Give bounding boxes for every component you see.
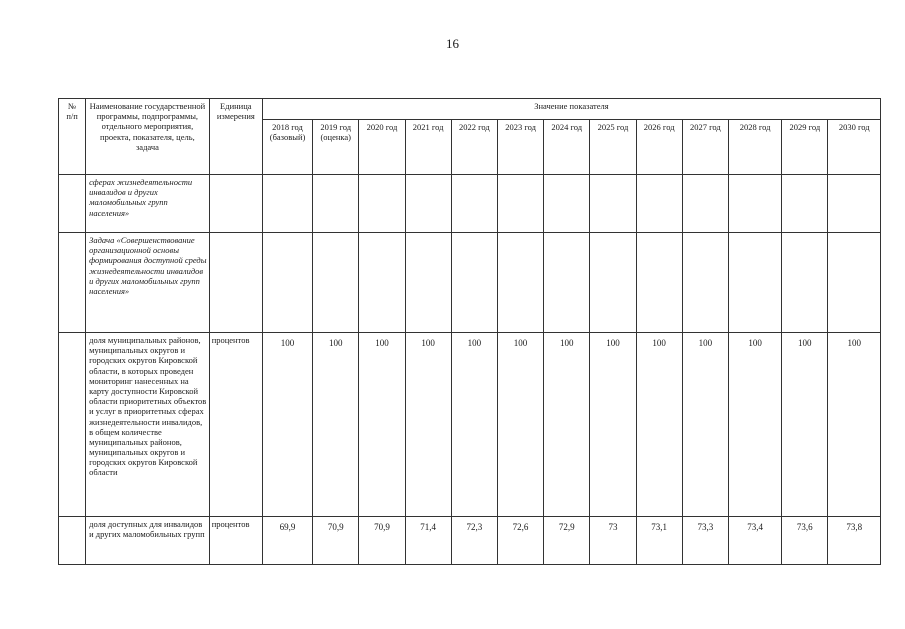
row-num-cell [59,175,86,233]
value-cell: 73,4 [728,517,781,565]
value-cell: 100 [590,333,636,517]
row-name-cell: доля доступных для инвалидов и других маломобильных групп [86,517,210,565]
row-unit-cell: процентов [209,333,262,517]
header-year: 2023 год [497,120,543,175]
table-row [59,175,881,233]
header-year: 2028 год [728,120,781,175]
header-year: 2025 год [590,120,636,175]
header-year: 2020 год [359,120,405,175]
value-cell [497,233,543,333]
value-cell [828,175,881,233]
row-name-cell: доля муниципальных районов, муниципальных округов и городских округов Кировской области, в которых проведен мониторинг нанесенных на карту доступности Кировской области приоритетных объектов и услуг в приоритетных сферах жизнедеятельности инвалидов, в общем количестве муниципальных районов, муниципальных округов и городских округов Кировской области [86,333,210,517]
indicators-table [58,98,881,565]
value-cell: 72,9 [544,517,590,565]
value-cell: 71,4 [405,517,451,565]
value-cell [405,233,451,333]
value-cell: 100 [313,333,359,517]
table-row [59,517,881,565]
header-value-group: Значение показателя [262,99,880,120]
value-cell [262,175,312,233]
value-cell [682,233,728,333]
row-name-cell: Задача «Совершенствование организационной основы формирования доступной среды жизнедеятельности инвалидов и других маломобильных групп населения» [86,233,210,333]
value-cell: 70,9 [359,517,405,565]
row-unit-cell [209,233,262,333]
header-year: 2024 год [544,120,590,175]
row-num-cell [59,233,86,333]
value-cell: 100 [359,333,405,517]
value-cell: 73,1 [636,517,682,565]
table-row [59,233,881,333]
value-cell: 69,9 [262,517,312,565]
row-name-cell: сферах жизнедеятельности инвалидов и других маломобильных групп населения» [86,175,210,233]
header-year: 2029 год [782,120,828,175]
value-cell [636,175,682,233]
row-num-cell [59,333,86,517]
header-year: 2030 год [828,120,881,175]
value-cell [262,233,312,333]
page-number: 16 [446,36,459,51]
value-cell [405,175,451,233]
value-cell: 100 [728,333,781,517]
value-cell: 100 [405,333,451,517]
value-cell [782,233,828,333]
value-cell [590,233,636,333]
header-name: Наименование государственной программы, подпрограммы, отдельного мероприятия, проекта, показателя, цель, задача [86,99,210,175]
value-cell: 100 [828,333,881,517]
header-year: 2026 год [636,120,682,175]
value-cell [544,233,590,333]
value-cell [728,233,781,333]
row-num-cell [59,517,86,565]
value-cell: 100 [682,333,728,517]
value-cell: 72,3 [451,517,497,565]
value-cell [636,233,682,333]
value-cell [451,233,497,333]
value-cell [682,175,728,233]
header-year: 2018 год (базовый) [262,120,312,175]
value-cell [728,175,781,233]
row-unit-cell [209,175,262,233]
header-row [59,99,881,120]
row-unit-cell: процентов [209,517,262,565]
value-cell: 100 [544,333,590,517]
value-cell: 100 [451,333,497,517]
value-cell: 73,8 [828,517,881,565]
value-cell [782,175,828,233]
header-year: 2021 год [405,120,451,175]
header-year: 2022 год [451,120,497,175]
value-cell [828,233,881,333]
header-year: 2019 год (оценка) [313,120,359,175]
value-cell [359,175,405,233]
value-cell: 100 [636,333,682,517]
value-cell [590,175,636,233]
value-cell [313,175,359,233]
value-cell [497,175,543,233]
value-cell: 73,6 [782,517,828,565]
header-year: 2027 год [682,120,728,175]
value-cell: 100 [497,333,543,517]
value-cell: 73 [590,517,636,565]
value-cell: 73,3 [682,517,728,565]
value-cell: 100 [782,333,828,517]
value-cell [544,175,590,233]
table-row [59,333,881,517]
value-cell [313,233,359,333]
value-cell [451,175,497,233]
value-cell: 70,9 [313,517,359,565]
header-unit: Единица измерения [209,99,262,175]
value-cell: 100 [262,333,312,517]
header-num: № п/п [59,99,86,175]
value-cell [359,233,405,333]
value-cell: 72,6 [497,517,543,565]
